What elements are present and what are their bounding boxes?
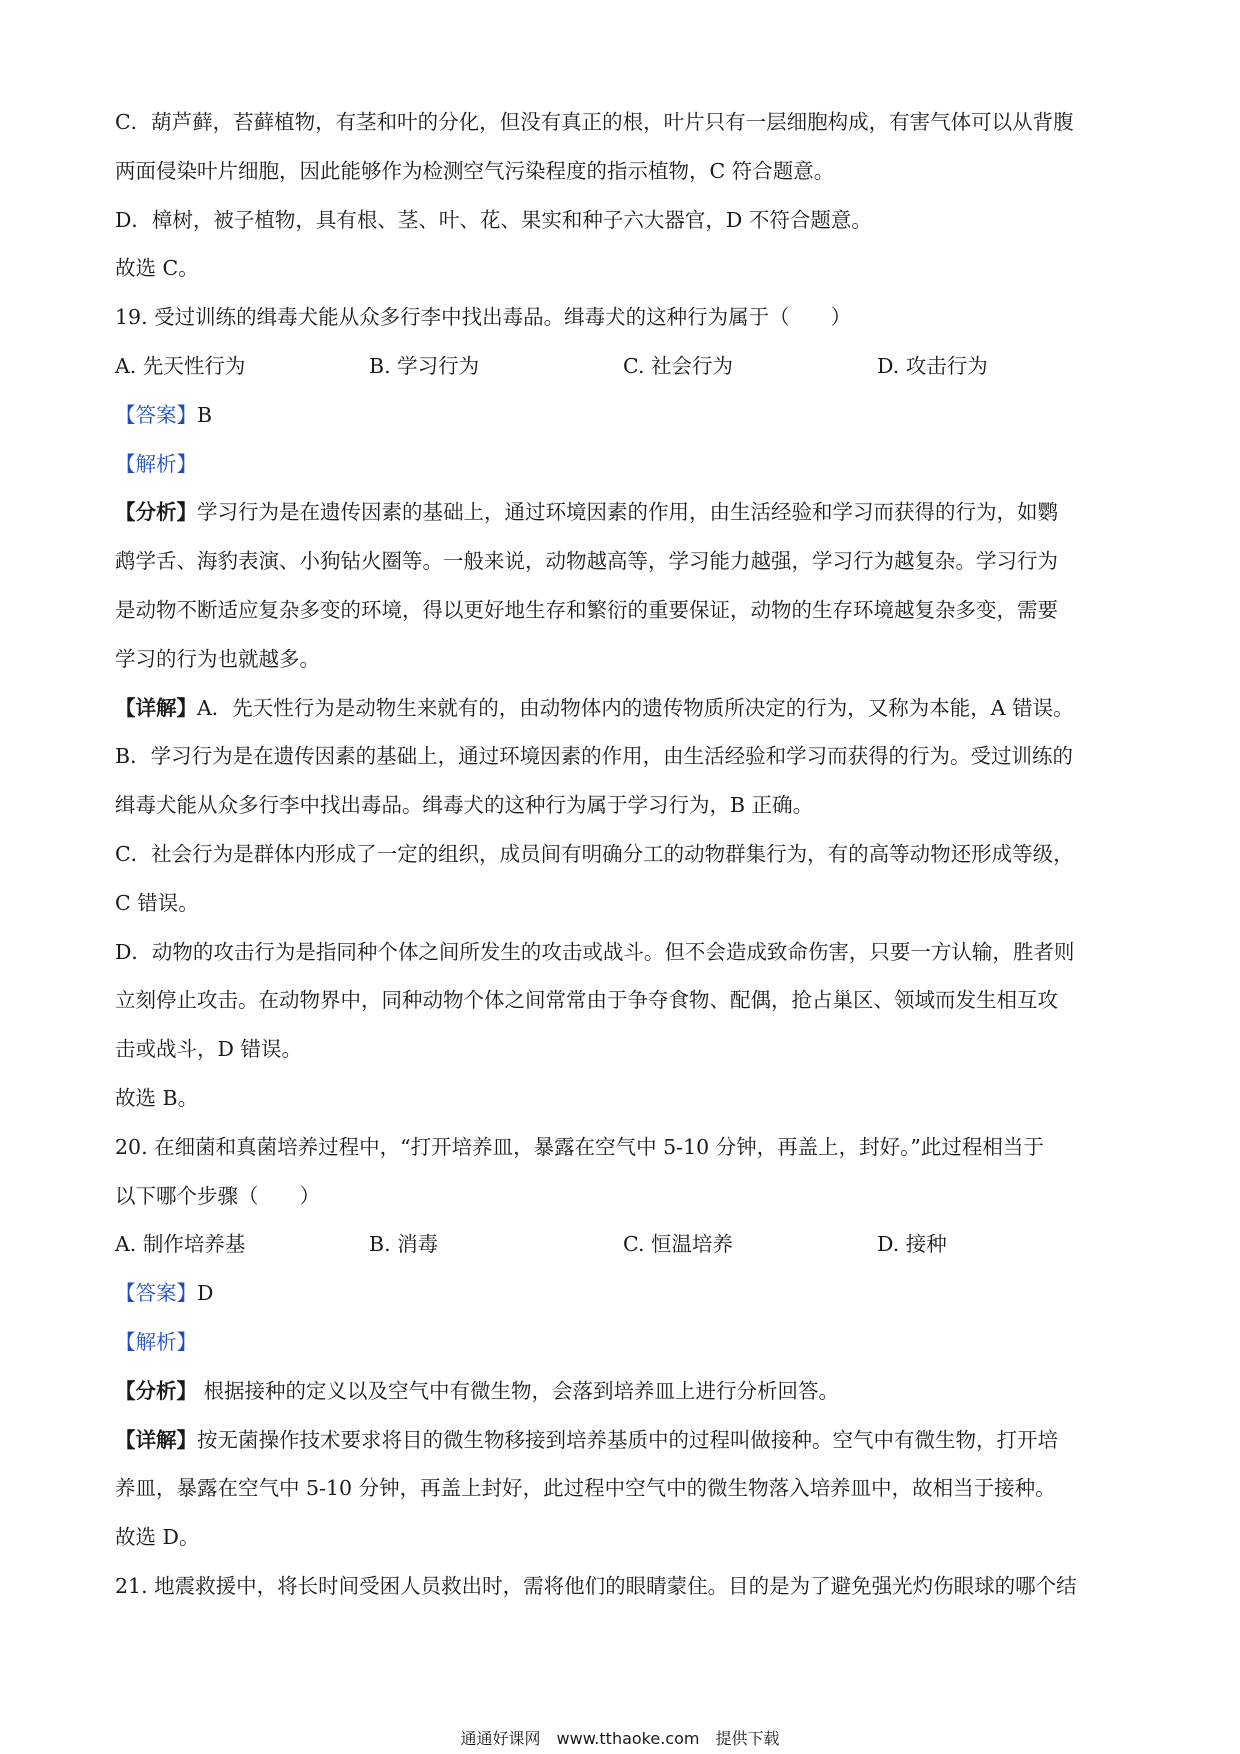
q19-xiangjie-line2: B．学习行为是在遗传因素的基础上，通过环境因素的作用，由生活经验和学习而获得的行为。受过训练的 — [115, 744, 1074, 769]
page-footer: 通通好课网 www.tthaoke.com 提供下载 — [460, 1729, 780, 1748]
q19-fenxi-line1 — [115, 488, 1135, 537]
q20-stem-line2: 以下哪个步骤（ ） — [115, 1183, 320, 1208]
q18-option-d-explanation: D．樟树，被子植物，具有根、茎、叶、花、果实和种子六大器官，D 不符合题意。 — [115, 207, 872, 232]
xiangjie-text: A．先天性行为是动物生来就有的，由动物体内的遗传物质所决定的行为，又称为本能，A 错误。 — [197, 695, 1074, 720]
q20-answer — [115, 1269, 1135, 1318]
q19-analysis-heading — [115, 440, 1135, 489]
answer-tag: 【答案】 — [115, 402, 197, 427]
q20-xiangjie-line2: 养皿，暴露在空气中 5-10 分钟，再盖上封好，此过程中空气中的微生物落入培养皿中，故相当于接种。 — [115, 1476, 1056, 1501]
q19-stem: 19. 受过训练的缉毒犬能从众多行李中找出毒品。缉毒犬的这种行为属于（ ） — [115, 305, 852, 330]
analysis-tag: 【解析】 — [115, 1329, 197, 1354]
answer-value: D — [197, 1281, 214, 1306]
answer-tag: 【答案】 — [115, 1281, 197, 1306]
q19-option-b: B. 学习行为 — [369, 353, 480, 378]
q18-conclusion: 故选 C。 — [115, 256, 199, 281]
xiangjie-tag: 【详解】 — [115, 1427, 197, 1452]
q21-stem-line1: 21. 地震救援中，将长时间受困人员救出时，需将他们的眼睛蒙住。目的是为了避免强光灼伤眼球的哪个结 — [115, 1573, 1077, 1598]
analysis-tag: 【解析】 — [115, 451, 197, 476]
q19-option-a: A. 先天性行为 — [115, 353, 246, 378]
page-content — [115, 98, 1135, 1611]
fenxi-text: 学习行为是在遗传因素的基础上，通过环境因素的作用，由生活经验和学习而获得的行为，如鹦 — [197, 500, 1058, 525]
q20-option-d: D. 接种 — [877, 1232, 947, 1257]
q20-stem-line1: 20. 在细菌和真菌培养过程中，“打开培养皿，暴露在空气中 5-10 分钟，再盖上，封好。”此过程相当于 — [115, 1134, 1044, 1159]
q19-xiangjie-line1 — [115, 684, 1135, 733]
q19-conclusion: 故选 B。 — [115, 1085, 199, 1110]
q19-options — [115, 342, 1135, 391]
xiangjie-text: 按无菌操作技术要求将目的微生物移接到培养基质中的过程叫做接种。空气中有微生物，打开培 — [197, 1427, 1058, 1452]
fenxi-text: 根据接种的定义以及空气中有微生物，会落到培养皿上进行分析回答。 — [197, 1378, 840, 1403]
q19-xiangjie-line7: 立刻停止攻击。在动物界中，同种动物个体之间常常由于争夺食物、配偶，抢占巢区、领域而发生相互攻 — [115, 988, 1058, 1013]
q19-xiangjie-line8: 击或战斗，D 错误。 — [115, 1037, 302, 1062]
q20-option-a: A. 制作培养基 — [115, 1232, 246, 1257]
q20-analysis-heading — [115, 1318, 1135, 1367]
q20-option-b: B. 消毒 — [369, 1232, 439, 1257]
q20-conclusion: 故选 D。 — [115, 1525, 200, 1550]
xiangjie-tag: 【详解】 — [115, 695, 197, 720]
q19-fenxi-line3: 是动物不断适应复杂多变的环境，得以更好地生存和繁衍的重要保证，动物的生存环境越复杂多变，需要 — [115, 597, 1058, 622]
q19-option-d: D. 攻击行为 — [877, 353, 988, 378]
q19-xiangjie-line4: C．社会行为是群体内形成了一定的组织，成员间有明确分工的动物群集行为，有的高等动物还形成等级， — [115, 841, 1074, 866]
q19-answer — [115, 391, 1135, 440]
fenxi-tag: 【分析】 — [115, 500, 197, 525]
q19-fenxi-line2: 鹉学舌、海豹表演、小狗钻火圈等。一般来说，动物越高等，学习能力越强，学习行为越复杂。学习行为 — [115, 549, 1058, 574]
fenxi-tag: 【分析】 — [115, 1378, 197, 1403]
q18-option-c-explanation-line2: 两面侵染叶片细胞，因此能够作为检测空气污染程度的指示植物，C 符合题意。 — [115, 158, 835, 183]
q20-options — [115, 1220, 1135, 1269]
q19-option-c: C. 社会行为 — [623, 353, 733, 378]
q19-xiangjie-line3: 缉毒犬能从众多行李中找出毒品。缉毒犬的这种行为属于学习行为，B 正确。 — [115, 793, 814, 818]
q20-fenxi — [115, 1367, 1135, 1416]
q20-xiangjie-line1 — [115, 1416, 1135, 1465]
q19-xiangjie-line6: D．动物的攻击行为是指同种个体之间所发生的攻击或战斗。但不会造成致命伤害，只要一方认输，胜者则 — [115, 939, 1075, 964]
q19-fenxi-line4: 学习的行为也就越多。 — [115, 646, 320, 671]
q18-option-c-explanation-line1: C．葫芦藓，苔藓植物，有茎和叶的分化，但没有真正的根，叶片只有一层细胞构成，有害气体可以从背腹 — [115, 110, 1074, 134]
answer-value: B — [197, 402, 213, 427]
q19-xiangjie-line5: C 错误。 — [115, 890, 199, 915]
q20-option-c: C. 恒温培养 — [623, 1232, 733, 1257]
